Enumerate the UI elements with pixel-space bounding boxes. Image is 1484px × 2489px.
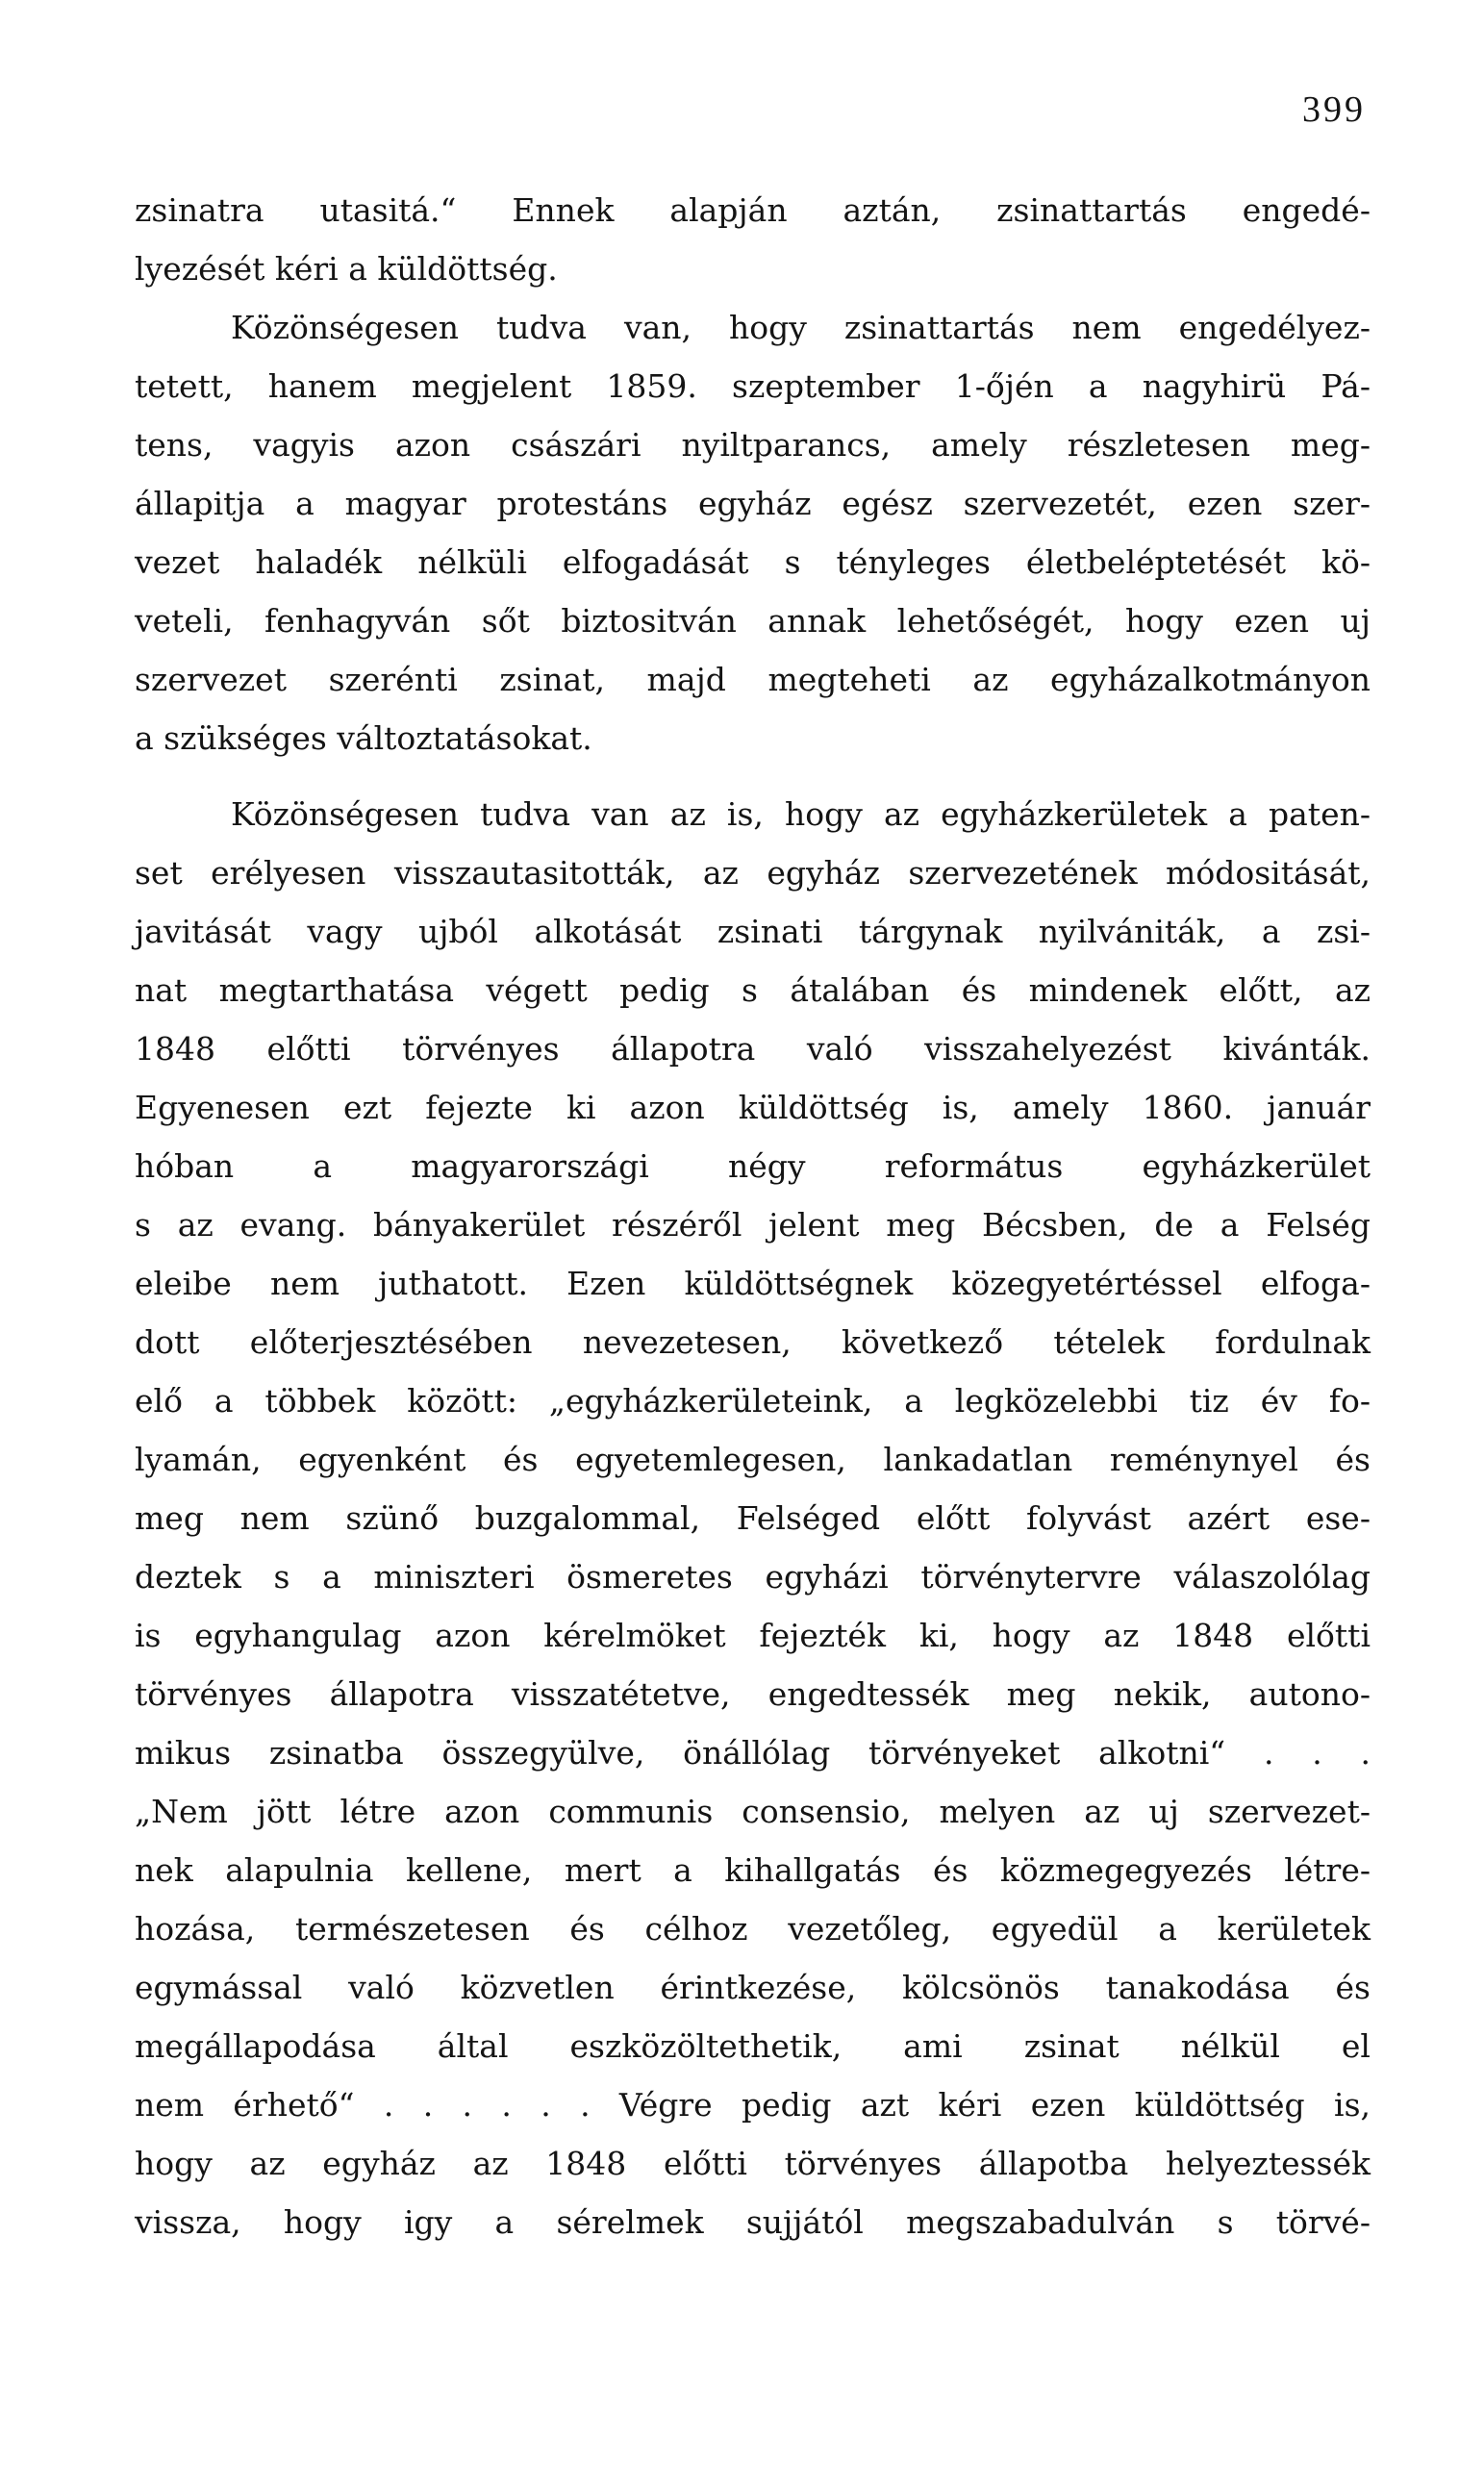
text-line: Egyenesen ezt fejezte ki azon küldöttség is, amely 1860. január	[135, 1089, 1371, 1126]
page-number: 399	[1302, 89, 1366, 130]
paragraph	[135, 181, 1371, 298]
text-line: zsinatra utasitá.“ Ennek alapján aztán, zsinattartás engedé-	[135, 191, 1371, 229]
body-text	[135, 181, 1371, 2251]
text-line: set erélyesen visszautasitották, az egyház szervezetének módositását,	[135, 854, 1371, 892]
text-line: nem érhető“ . . . . . . Végre pedig azt kéri ezen küldöttség is,	[135, 2086, 1371, 2124]
text-line: elő a többek között: „egyházkerületeink, a legközelebbi tiz év fo-	[135, 1382, 1371, 1420]
paragraph-gap	[135, 767, 1371, 785]
text-line: hozása, természetesen és célhoz vezetőleg, egyedül a kerületek	[135, 1910, 1371, 1948]
text-line: nat megtarthatása végett pedig s átalában és mindenek előtt, az	[135, 971, 1371, 1009]
text-line: vezet haladék nélküli elfogadását s tényleges életbeléptetését kö-	[135, 543, 1371, 581]
text-line: vissza, hogy igy a sérelmek sujjától megszabadulván s törvé-	[135, 2203, 1371, 2241]
text-line: „Nem jött létre azon communis consensio, melyen az uj szervezet-	[135, 1793, 1371, 1830]
text-line: tens, vagyis azon császári nyiltparancs, amely részletesen meg-	[135, 426, 1371, 464]
text-line: 1848 előtti törvényes állapotra való visszahelyezést kivánták.	[135, 1030, 1371, 1068]
text-line: veteli, fenhagyván sőt biztositván annak lehetőségét, hogy ezen uj	[135, 602, 1371, 640]
text-line: állapitja a magyar protestáns egyház egész szervezetét, ezen szer-	[135, 485, 1371, 522]
text-line: meg nem szünő buzgalommal, Felséged előtt folyvást azért ese-	[135, 1499, 1371, 1537]
text-line: eleibe nem juthatott. Ezen küldöttségnek közegyetértéssel elfoga-	[135, 1265, 1371, 1302]
text-line: dott előterjesztésében nevezetesen, következő tételek fordulnak	[135, 1323, 1371, 1361]
text-line: törvényes állapotra visszatétetve, engedtessék meg nekik, autono-	[135, 1675, 1371, 1713]
text-line: hóban a magyarországi négy református egyházkerület	[135, 1147, 1371, 1185]
text-line: javitását vagy ujból alkotását zsinati tárgynak nyilvániták, a zsi-	[135, 913, 1371, 950]
paragraph	[135, 785, 1371, 2251]
text-line: megállapodása által eszközöltethetik, ami zsinat nélkül el	[135, 2027, 1371, 2065]
text-line: lyezését kéri a küldöttség.	[135, 250, 558, 288]
text-line: s az evang. bányakerület részéről jelent meg Bécsben, de a Felség	[135, 1206, 1371, 1244]
text-line: is egyhangulag azon kérelmöket fejezték ki, hogy az 1848 előtti	[135, 1617, 1371, 1654]
text-line: Közönségesen tudva van, hogy zsinattartás nem engedélyez-	[231, 309, 1371, 346]
text-line: tetett, hanem megjelent 1859. szeptember 1-őjén a nagyhirü Pá-	[135, 367, 1371, 405]
text-line: hogy az egyház az 1848 előtti törvényes állapotba helyeztessék	[135, 2145, 1371, 2182]
text-line: mikus zsinatba összegyülve, önállólag törvényeket alkotni“ . . .	[135, 1734, 1371, 1772]
text-line: nek alapulnia kellene, mert a kihallgatás és közmegegyezés létre-	[135, 1851, 1371, 1889]
text-line: szervezet szerénti zsinat, majd megteheti az egyházalkotmányon	[135, 661, 1371, 698]
text-line: lyamán, egyenként és egyetemlegesen, lankadatlan reménynyel és	[135, 1441, 1371, 1478]
text-line: Közönségesen tudva van az is, hogy az egyházkerületek a paten-	[231, 795, 1371, 833]
text-line: deztek s a miniszteri ösmeretes egyházi törvénytervre válaszolólag	[135, 1558, 1371, 1596]
text-line: a szükséges változtatásokat.	[135, 719, 592, 757]
paragraph	[135, 298, 1371, 767]
text-line: egymással való közvetlen érintkezése, kölcsönös tanakodása és	[135, 1969, 1371, 2006]
